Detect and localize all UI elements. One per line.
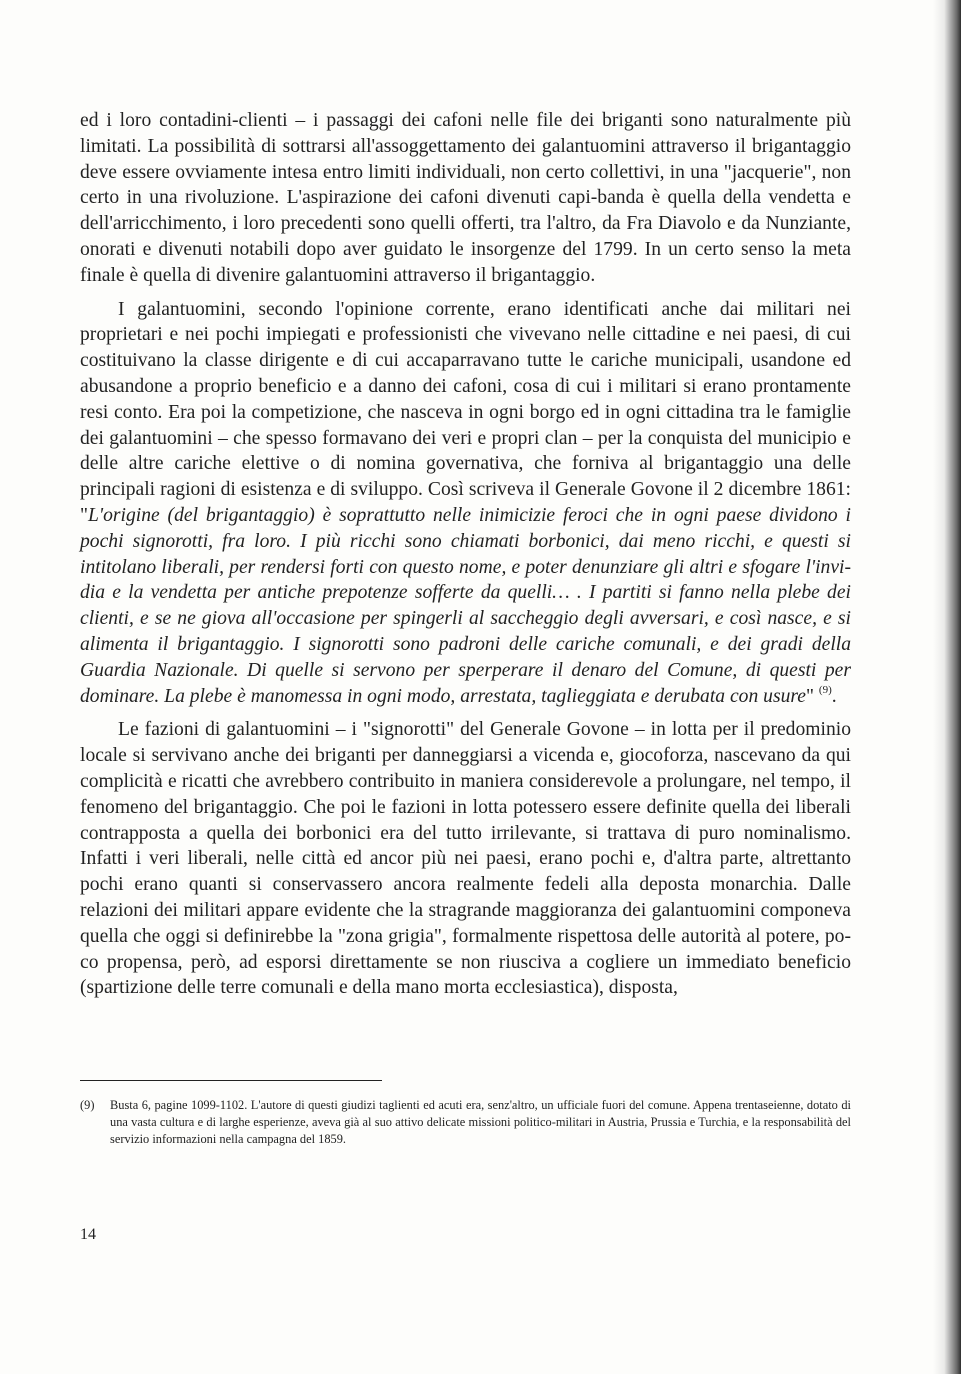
- page-number: 14: [80, 1226, 96, 1243]
- footnote-divider: [80, 1080, 382, 1081]
- footnote-number: (9): [80, 1098, 95, 1112]
- paragraph-2: [80, 297, 851, 710]
- paragraph-3-text: Le fazioni di galantuomini – i "signorotti" del Generale Govone – in lotta per il predominio locale si servivano anche dei briganti per danneggiarsi a vicenda e, giocoforza, nascevano da qui complicità e ricatti che avrebbero contribuito in maniera considerevole a prolungare, nel tempo, il fenomeno del brigantaggio. Che poi le fazioni in lotta potessero essere definite quella dei liberali contrapposta a quella dei borbonici era del tutto irrilevante, si trattava di puro nominalismo. Infatti i veri liberali, nelle città ed ancor più nei paesi, erano pochi e, d'altra parte, altrettanto pochi erano quanti si conservassero ancora realmente fedeli alla deposta monarchia. Dalle relazioni dei militari appare evidente che la stragrande maggioranza dei galantuomini componeva quella che oggi si definirebbe la "zona grigia", formalmente rispettosa delle autorità al potere, poco propensa, però, ad esporsi direttamente se non riusciva a cogliere un immediato beneficio (spartizione delle terre comunali e della mano morta ecclesiastica), disposta,: [80, 719, 851, 999]
- paragraph-2-text: I galantuomini, secondo l'opinione corrente, erano identificati anche dai militari nei proprietari e nei pochi impiegati e professionisti che vivevano nelle cittadine e nei paesi, di cui costituivano la classe dirigente e di cui accaparravano tutte le cariche municipali, usandone ed abusandone a proprio beneficio e a danno dei cafoni, cosa di cui i militari si erano prontamente resi conto. Era poi la competizione, che nasceva in ogni borgo ed in ogni cittadina tra le famiglie dei galantuomini – che spesso formavano dei veri e propri clan – per la conquista del municipio e delle altre cariche elettive o di nomina governativa, che forniva al brigantaggio una delle principali ragioni di esistenza e di sviluppo. Così scriveva il Generale Govone il 2 dicembre 1861: ": [80, 298, 851, 526]
- quote-close: ": [806, 685, 819, 707]
- binding-shadow: [933, 0, 961, 1374]
- footnote-text: Busta 6, pagine 1099-1102. L'autore di questi giudizi taglienti ed acuti era, senz'altro, un ufficiale fuori del comune. Appena trentaseienne, dotato di una vasta cultura e di larghe esperienze, aveva già al suo attivo delicate missioni politico-militari in Austria, Prussia e Turchia, e la responsabilità del servizio informazioni nella campagna del 1859.: [110, 1098, 851, 1147]
- body-text: [80, 108, 851, 1001]
- paragraph-1: [80, 108, 851, 289]
- paragraph-2-end: .: [831, 685, 837, 707]
- footnote-reference: (9): [818, 683, 832, 696]
- paragraph-1-text: ed i loro contadini-clienti – i passaggi dei cafoni nelle file dei briganti sono naturalmente più limitati. La possibilità di sottrarsi all'assoggettamento dei galantuomini attraverso il brigantaggio deve essere ovviamente intesa entro limiti individuali, non certo collettivi, in una "jacquerie", non certo in una rivoluzione. L'aspirazione dei cafoni divenuti capi-banda è quella della vendetta e dell'arricchimento, i loro precedenti sono quelli offerti, tra l'altro, da Fra Diavolo e da Nunziante, onorati e divenuti notabili dopo aver guidato le insorgenze del 1799. In un certo senso la meta finale è quella di divenire galantuomini attraverso il brigantaggio.: [80, 110, 851, 286]
- paragraph-3: [80, 717, 851, 1001]
- footnote: [80, 1097, 851, 1149]
- govone-quote: L'origine (del brigantaggio) è soprattutto nelle inimicizie feroci che in ogni paese dividono i pochi signorotti, fra loro. I più ricchi sono chiamati borbonici, dai meno ricchi, e questi si intitolano liberali, per rendersi forti con questo nome, e poter denunziare gli altri e sfogare l'invidia e la vendetta per antiche prepotenze sofferte da quelli… . I partiti si fanno nella plebe dei clienti, e se ne giova all'occasione per spingerli al saccheggio degli avversari, e così nasce, e si alimenta il brigantaggio. I signorotti sono padroni delle cariche comunali, e dei gradi della Guardia Nazionale. Di quelle si servono per sperperare il denaro del Comune, di questi per dominare. La plebe è manomessa in ogni modo, arrestata, taglieggiata e derubata con usure: [80, 504, 851, 707]
